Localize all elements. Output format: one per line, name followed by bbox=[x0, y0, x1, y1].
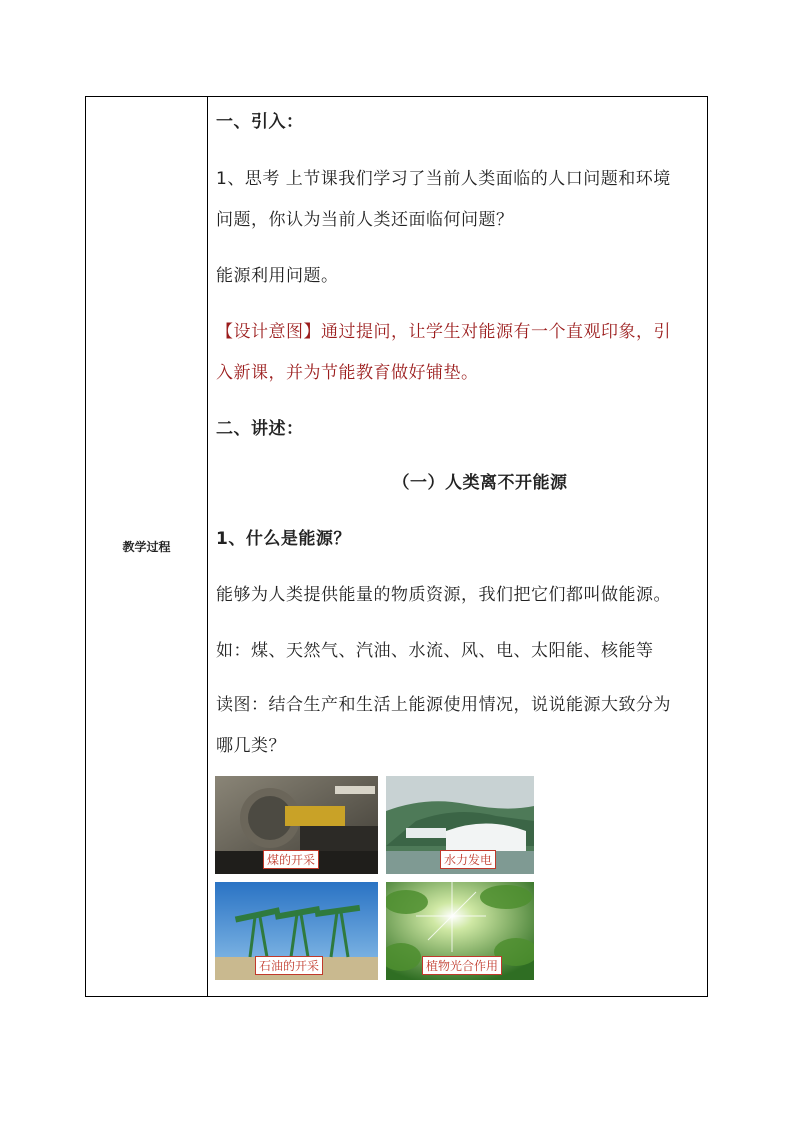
design-intent-line-1: 【设计意图】通过提问，让学生对能源有一个直观印象，引 bbox=[216, 322, 671, 342]
coal-mining-photo bbox=[215, 776, 378, 874]
row-label: 教学过程 bbox=[122, 540, 171, 554]
hydropower-dam-photo bbox=[386, 776, 534, 874]
photo-caption: 水力发电 bbox=[440, 850, 496, 869]
reading-line-1: 读图：结合生产和生活上能源使用情况，说说能源大致分为 bbox=[216, 695, 671, 715]
column-divider bbox=[207, 97, 208, 996]
design-intent-line-2: 入新课，并为节能教育做好铺垫。 bbox=[216, 363, 479, 383]
answer-text: 能源利用问题。 bbox=[216, 266, 339, 286]
definition-text: 能够为人类提供能量的物质资源，我们把它们都叫做能源。 bbox=[216, 585, 671, 605]
photo-caption: 植物光合作用 bbox=[422, 956, 502, 975]
reading-line-2: 哪几类？ bbox=[216, 736, 286, 756]
section-subtitle: （一）人类离不开能源 bbox=[392, 473, 568, 493]
lesson-table bbox=[85, 96, 708, 997]
oil-pumpjack-photo bbox=[215, 882, 378, 980]
think-line-1: 1、思考 上节课我们学习了当前人类面临的人口问题和环境 bbox=[216, 169, 671, 189]
question-1: 1、什么是能源？ bbox=[216, 529, 351, 549]
lecture-heading: 二、讲述： bbox=[216, 419, 304, 439]
think-line-2: 问题，你认为当前人类还面临何问题？ bbox=[216, 210, 514, 230]
photo-caption: 煤的开采 bbox=[263, 850, 319, 869]
examples-text: 如：煤、天然气、汽油、水流、风、电、太阳能、核能等 bbox=[216, 641, 654, 661]
photo-caption: 石油的开采 bbox=[255, 956, 323, 975]
intro-heading: 一、引入： bbox=[216, 112, 304, 132]
sunlit-leaves-photo bbox=[386, 882, 534, 980]
row-label-cell bbox=[86, 97, 207, 996]
